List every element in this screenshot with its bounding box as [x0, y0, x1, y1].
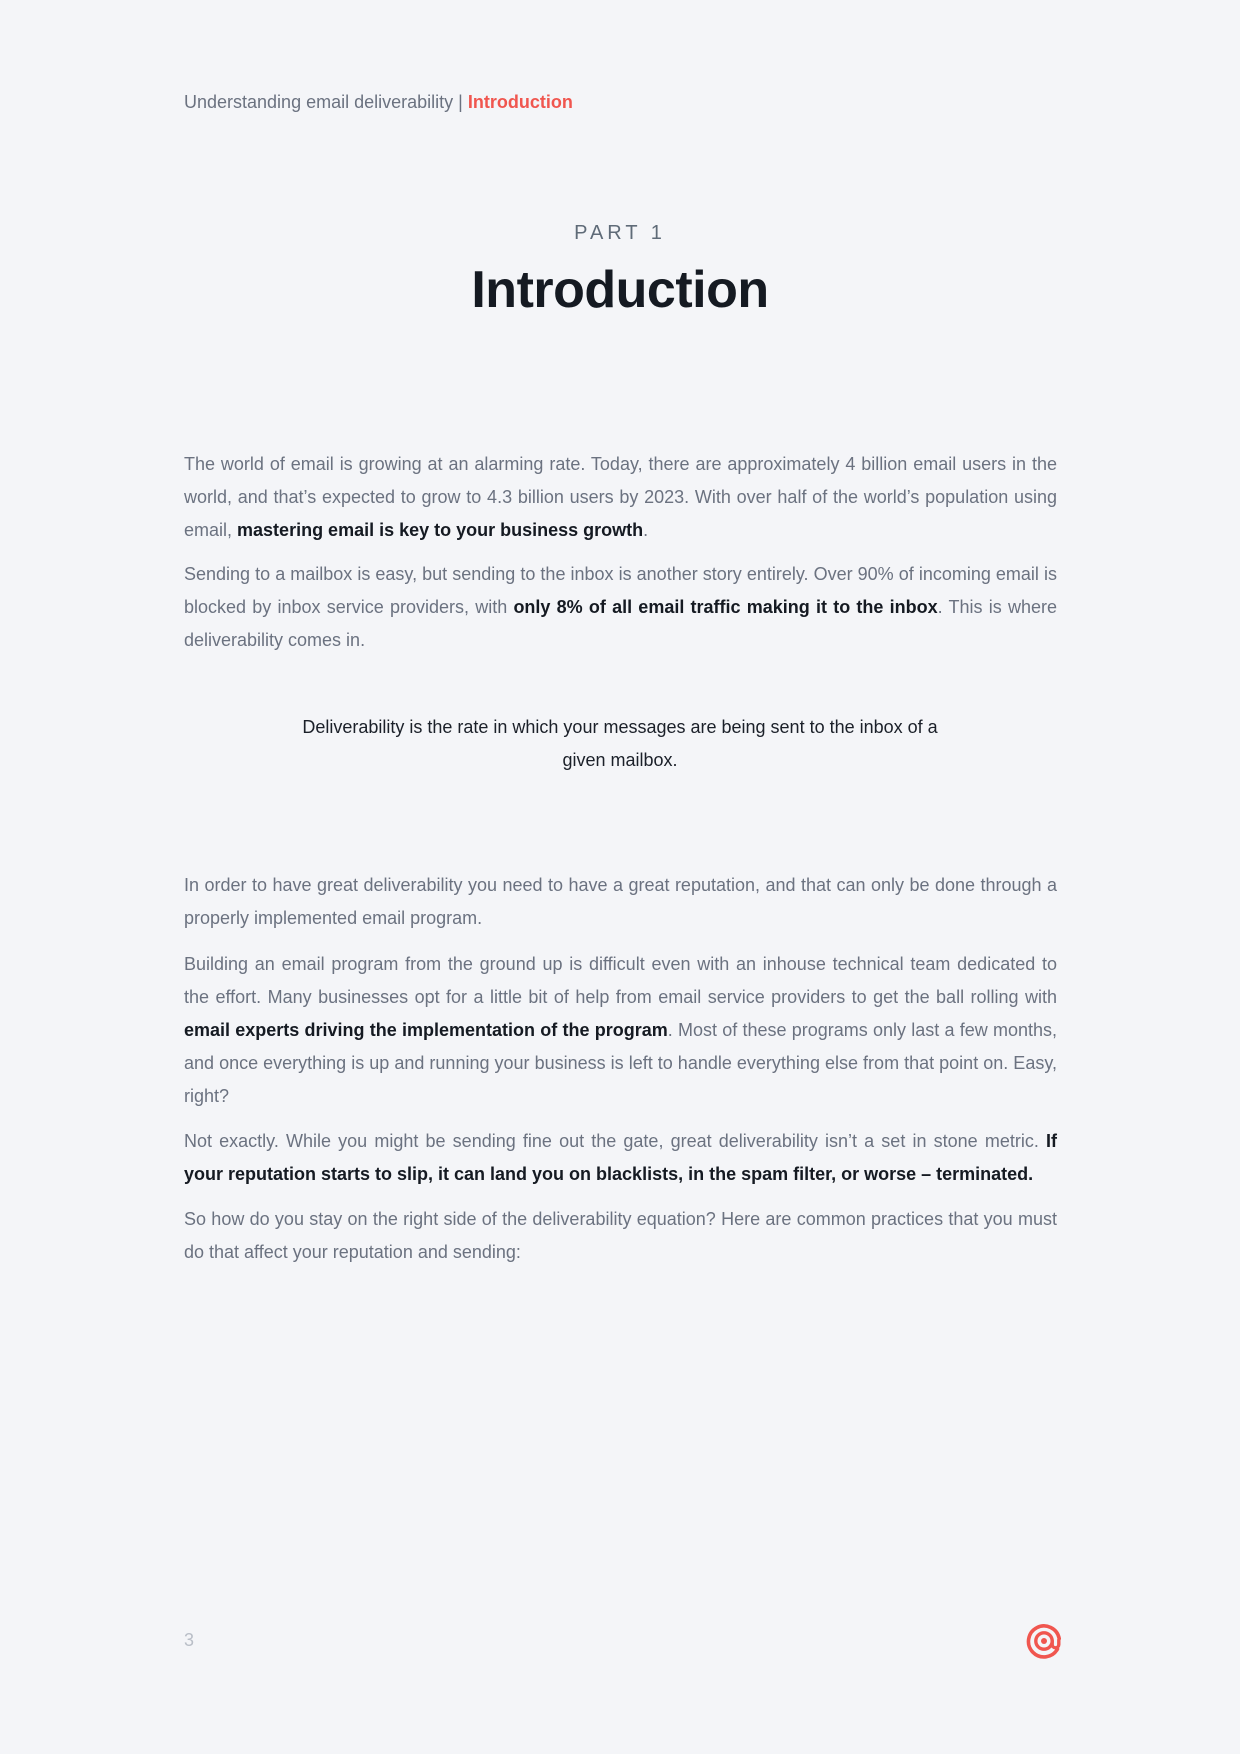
breadcrumb [184, 90, 573, 114]
part-label: PART 1 [574, 222, 666, 244]
paragraph-inbox-text: Sending to a mailbox is easy, but sending to the inbox is another story entirely. Over 90% of incoming email is blocked by inbox service providers, with [184, 564, 1057, 617]
paragraph-practices: So how do you stay on the right side of the deliverability equation? Here are common practices that you must do that affect your reputation and sending: [184, 1209, 1057, 1262]
breadcrumb-document-title: Understanding email deliverability | [184, 92, 463, 112]
paragraph-intro-after: . [643, 520, 649, 540]
paragraph-intro-text: The world of email is growing at an alarming rate. Today, there are approximately 4 billion email users in the world, and that’s expected to grow to 4.3 billion users by 2023. With over half of the world’s population using email, [184, 454, 1057, 540]
paragraph-not-exactly-highlight: If your reputation starts to slip, it can land you on blacklists, in the spam filter, or worse – terminated. [184, 1131, 1057, 1184]
paragraph-intro-highlight: mastering email is key to your business growth [237, 520, 644, 540]
paragraph-not-exactly-text: Not exactly. While you might be sending fine out the gate, great deliverability isn’t a set in stone metric. [184, 1131, 1039, 1151]
paragraph-intro [184, 448, 1057, 547]
paragraph-program-after: . Most of these programs only last a few months, and once everything is up and running your business is left to handle everything else from that point on. Easy, right? [184, 1020, 1058, 1106]
paragraph-reputation: In order to have great deliverability you need to have a great reputation, and that can only be done through a properly implemented email program. [184, 875, 1057, 928]
breadcrumb-current-section: Introduction [467, 92, 573, 112]
at-sign-logo-icon [1026, 1623, 1062, 1659]
paragraph-inbox [184, 558, 1057, 657]
paragraph-program-text: Building an email program from the ground up is difficult even with an inhouse technical team dedicated to the effort. Many businesses opt for a little bit of help from email service providers to get the ball rolling with [184, 954, 1057, 1007]
paragraph-not-exactly [184, 1125, 1057, 1191]
page-number: 3 [184, 1630, 195, 1650]
paragraph-inbox-after: . This is where deliverability comes in. [184, 597, 1057, 650]
page-title: Introduction [471, 261, 769, 319]
paragraph-program-highlight: email experts driving the implementation of the program [184, 1020, 668, 1040]
definition-callout: Deliverability is the rate in which your messages are being sent to the inbox of a given mailbox. [302, 717, 938, 770]
paragraph-inbox-highlight: only 8% of all email traffic making it to the inbox [513, 597, 938, 617]
paragraph-program [184, 948, 1057, 1113]
